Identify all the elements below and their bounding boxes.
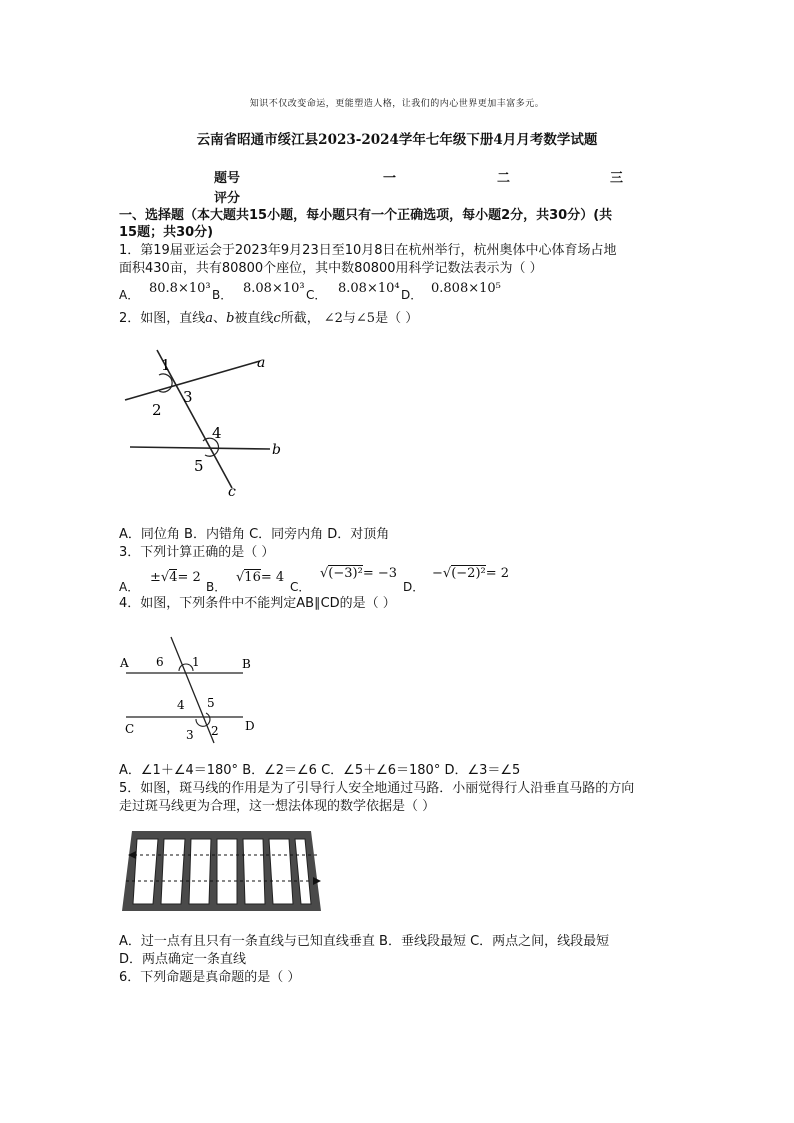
fig-label-3: 3 bbox=[183, 388, 193, 406]
q3-d-result: = 2 bbox=[485, 566, 510, 581]
q2-angle-5: ∠5 bbox=[355, 311, 376, 326]
q3-b-result: = 4 bbox=[260, 570, 285, 585]
q3-option-a bbox=[150, 570, 201, 585]
q1-option-a: 80.8×10³ bbox=[149, 281, 211, 296]
sqrt-sign: √ bbox=[320, 566, 329, 581]
point-b: B bbox=[242, 657, 251, 671]
q3-a-result: = 2 bbox=[177, 570, 201, 585]
exam-title: 云南省昭通市绥江县2023-2024学年七年级下册4月月考数学试题 bbox=[196, 132, 598, 148]
q3-d-minus: − bbox=[432, 566, 443, 581]
stripe bbox=[269, 839, 293, 904]
q1-option-c: 8.08×10⁴ bbox=[338, 281, 400, 296]
q2-figure bbox=[115, 345, 295, 505]
q5-options-line1: A．过一点有且只有一条直线与已知直线垂直 B．垂线段最短 C．两点之间，线段最短 bbox=[119, 934, 610, 949]
q2-angle-2: ∠2 bbox=[323, 311, 343, 326]
q2-stem-pre: 2．如图，直线 bbox=[119, 311, 206, 326]
fig-label-5: 5 bbox=[194, 457, 204, 475]
q2-stem-post: 所截， bbox=[280, 311, 320, 326]
q2-stem bbox=[119, 309, 418, 329]
q2-sep: 、 bbox=[213, 311, 227, 326]
q3-c-result: = −3 bbox=[362, 566, 398, 581]
angle-arc-top bbox=[179, 664, 193, 671]
q5-stem-line1: 5．如图，斑马线的作用是为了引导行人安全地通过马路．小丽觉得行人沿垂直马路的方向 bbox=[119, 781, 635, 796]
fig-label-a: a bbox=[257, 355, 266, 371]
q2-conj: 与 bbox=[342, 311, 356, 326]
angle-3-label: 3 bbox=[186, 728, 194, 742]
q5-zebra-crossing-figure bbox=[118, 828, 328, 916]
score-column-3: 三 bbox=[610, 171, 624, 186]
q4-stem: 4．如图，下列条件中不能判定AB∥CD的是（ ） bbox=[119, 596, 396, 611]
stripe bbox=[243, 839, 265, 904]
q2-options: A．同位角 B．内错角 C．同旁内角 D．对顶角 bbox=[119, 527, 390, 542]
q2-var-b: b bbox=[226, 311, 235, 326]
angle-5-label: 5 bbox=[207, 696, 215, 710]
q3-a-radicand: 4 bbox=[169, 570, 178, 585]
header-motto: 知识不仅改变命运，更能塑造人格，让我们的内心世界更加丰富多元。 bbox=[249, 99, 545, 109]
point-c: C bbox=[125, 722, 135, 736]
sqrt-sign: √ bbox=[236, 570, 245, 585]
q1-option-a-label: A． bbox=[119, 288, 140, 302]
q1-stem-line2: 面积430亩，共有80800个座位，其中数80800用科学记数法表示为（ ） bbox=[119, 261, 543, 276]
q1-option-d-label: D． bbox=[401, 288, 423, 302]
score-column-1: 一 bbox=[383, 171, 397, 186]
score-label: 评分 bbox=[214, 191, 241, 206]
q5-options-line2: D．两点确定一条直线 bbox=[119, 952, 247, 967]
q3-option-c-label: C． bbox=[290, 580, 311, 594]
q3-option-b-label: B． bbox=[206, 580, 227, 594]
q3-option-a-label: A． bbox=[119, 580, 140, 594]
fig-label-1: 1 bbox=[161, 356, 171, 374]
fig-label-b: b bbox=[272, 442, 281, 458]
q6-stem: 6．下列命题是真命题的是（ ） bbox=[119, 970, 301, 985]
q3-d-radicand: (−2)² bbox=[451, 566, 486, 581]
fig-label-2: 2 bbox=[152, 401, 162, 419]
question-number-label: 题号 bbox=[214, 171, 241, 186]
q5-stem-line2: 走过斑马线更为合理，这一想法体现的数学依据是（ ） bbox=[119, 799, 436, 814]
q3-option-b bbox=[236, 570, 284, 585]
q2-stem-tail: 是（ ） bbox=[375, 311, 419, 326]
q3-b-radicand: 16 bbox=[244, 570, 261, 585]
section-heading: 一、选择题（本大题共15小题，每小题只有一个正确选项，每小题2分，共30分）(共 bbox=[119, 208, 613, 223]
q3-a-pm: ± bbox=[150, 570, 161, 585]
q4-options: A．∠1＋∠4＝180° B．∠2＝∠6 C．∠5＋∠6＝180° D．∠3＝∠5 bbox=[119, 763, 521, 778]
q1-option-d: 0.808×10⁵ bbox=[431, 281, 501, 296]
sqrt-sign: √ bbox=[442, 566, 452, 581]
sqrt-sign: √ bbox=[160, 570, 170, 585]
section-heading-cont: 15题；共30分) bbox=[119, 225, 214, 240]
stripe bbox=[133, 839, 158, 904]
angle-6-label: 6 bbox=[156, 655, 164, 669]
q3-option-d bbox=[432, 566, 509, 581]
angle-2-label: 2 bbox=[211, 724, 219, 738]
q1-option-b-label: B． bbox=[212, 288, 233, 302]
stripe bbox=[217, 839, 237, 904]
stripe bbox=[161, 839, 185, 904]
q3-option-c bbox=[320, 566, 397, 581]
q1-option-b: 8.08×10³ bbox=[243, 281, 305, 296]
q3-stem: 3．下列计算正确的是（ ） bbox=[119, 545, 275, 560]
angle-1-label: 1 bbox=[192, 655, 200, 669]
q3-c-radicand: (−3)² bbox=[328, 566, 363, 581]
point-d: D bbox=[245, 719, 255, 733]
angle-4-label: 4 bbox=[177, 698, 185, 712]
line-b bbox=[130, 447, 270, 449]
point-a: A bbox=[120, 656, 129, 670]
score-column-2: 二 bbox=[497, 171, 511, 186]
q2-stem-mid: 被直线 bbox=[234, 311, 274, 326]
q1-option-c-label: C． bbox=[306, 288, 327, 302]
fig-label-4: 4 bbox=[212, 424, 222, 442]
q3-option-d-label: D． bbox=[403, 580, 425, 594]
q2-var-c: c bbox=[273, 311, 281, 326]
stripe bbox=[189, 839, 211, 904]
fig-label-c: c bbox=[228, 484, 236, 500]
q2-var-a: a bbox=[205, 311, 214, 326]
q4-figure bbox=[118, 635, 268, 750]
q1-stem-line1: 1．第19届亚运会于2023年9月23日至10月8日在杭州举行，杭州奥体中心体育场占地 bbox=[119, 243, 617, 258]
